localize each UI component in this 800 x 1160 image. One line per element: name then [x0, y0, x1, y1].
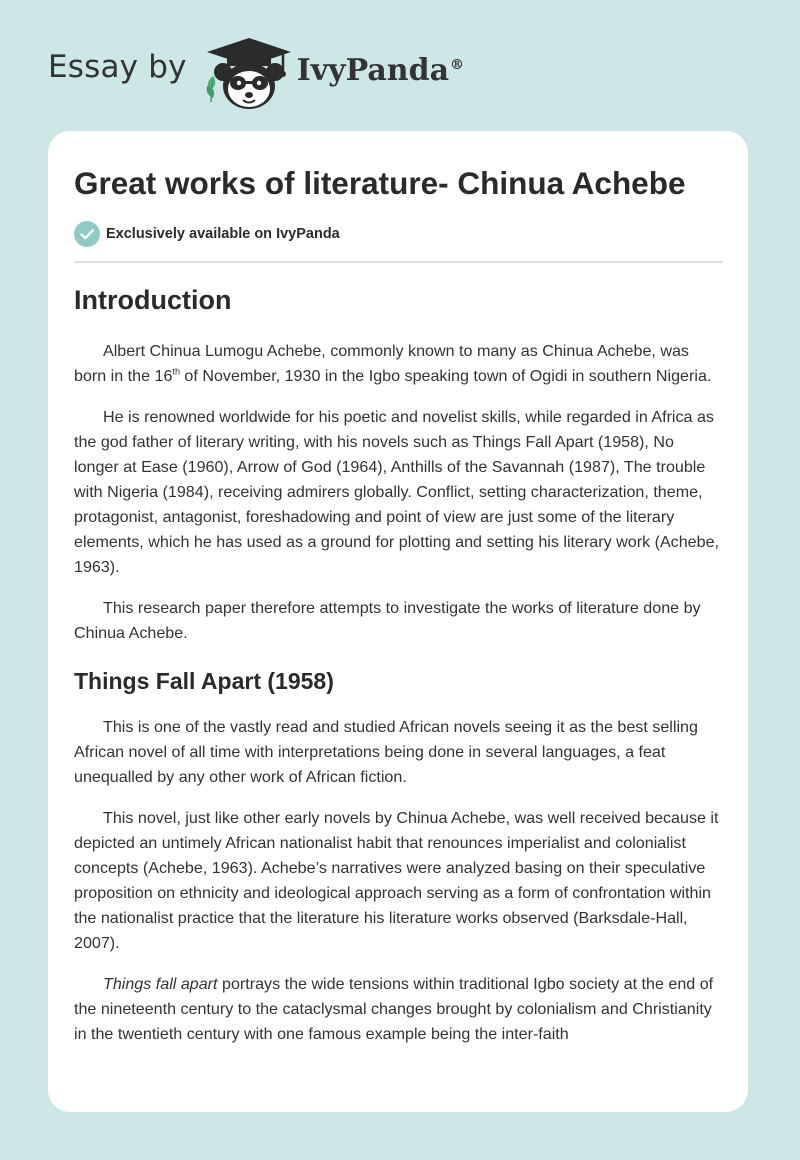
article-card [48, 131, 748, 1112]
italic-book-title: Things fall apart [103, 975, 218, 993]
paragraph [74, 339, 723, 389]
title-divider [74, 261, 723, 263]
section-heading-things-fall-apart: Things Fall Apart (1958) [74, 668, 334, 694]
exclusive-badge-text: Exclusively available on IvyPanda [106, 226, 340, 242]
paragraph-text: portrays the wide tensions within traditional Igbo society at the end of the nineteenth century to the cataclysmal changes brought by colonialism and Christianity in the twentieth century with one famous example being the inter-faith [74, 975, 714, 1043]
paragraph-text: Albert Chinua Lumogu Achebe, commonly known to many as Chinua Achebe, was born in the 16 [74, 342, 689, 385]
paragraph: This is one of the vastly read and studied African novels seeing it as the best selling African novel of all time with interpretations being done in several languages, a feat unequalled by any other work of African fiction. [74, 718, 698, 786]
article-content [74, 281, 723, 1047]
section-heading-introduction: Introduction [74, 285, 232, 315]
paragraph [74, 972, 723, 1047]
brand-name-text: IvyPanda [296, 52, 450, 88]
exclusive-badge [74, 221, 340, 247]
paragraph: This novel, just like other early novels by Chinua Achebe, was well received because it depicted an untimely African nationalist habit that renounces imperialist and colonialist concepts (Achebe, 1963). Achebe’s narratives were analyzed basing on their speculative proposition on ethnicity and ideological approach serving as a form of confrontation within the nationalist practice that the literature his literature works observed (Barksdale-Hall, 2007). [74, 809, 719, 952]
paragraph: He is renowned worldwide for his poetic and novelist skills, while regarded in Africa as the god father of literary writing, with his novels such as Things Fall Apart (1958), No longer at Ease (1960), Arrow of God (1964), Anthills of the Savannah (1987), The trouble with Nigeria (1984), receiving admirers globally. Conflict, setting characterization, theme, protagonist, antagonist, foreshadowing and point of view are just some of the literary elements, which he has used as a ground for plotting and setting his literary work (Achebe, 1963). [74, 408, 719, 576]
brand-prefix: Essay by [48, 49, 187, 85]
brand-header[interactable] [48, 34, 464, 114]
paragraph: This research paper therefore attempts to investigate the works of literature done by Chinua Achebe. [74, 599, 701, 642]
paragraph-text: of November, 1930 in the Igbo speaking town of Ogidi in southern Nigeria. [179, 367, 712, 385]
article-title: Great works of literature- Chinua Achebe [74, 165, 686, 201]
check-circle-icon [74, 221, 100, 247]
panda-graduate-icon [203, 36, 295, 112]
registered-mark: ® [450, 56, 465, 73]
ordinal-suffix: th [172, 366, 180, 377]
brand-name [297, 53, 464, 88]
